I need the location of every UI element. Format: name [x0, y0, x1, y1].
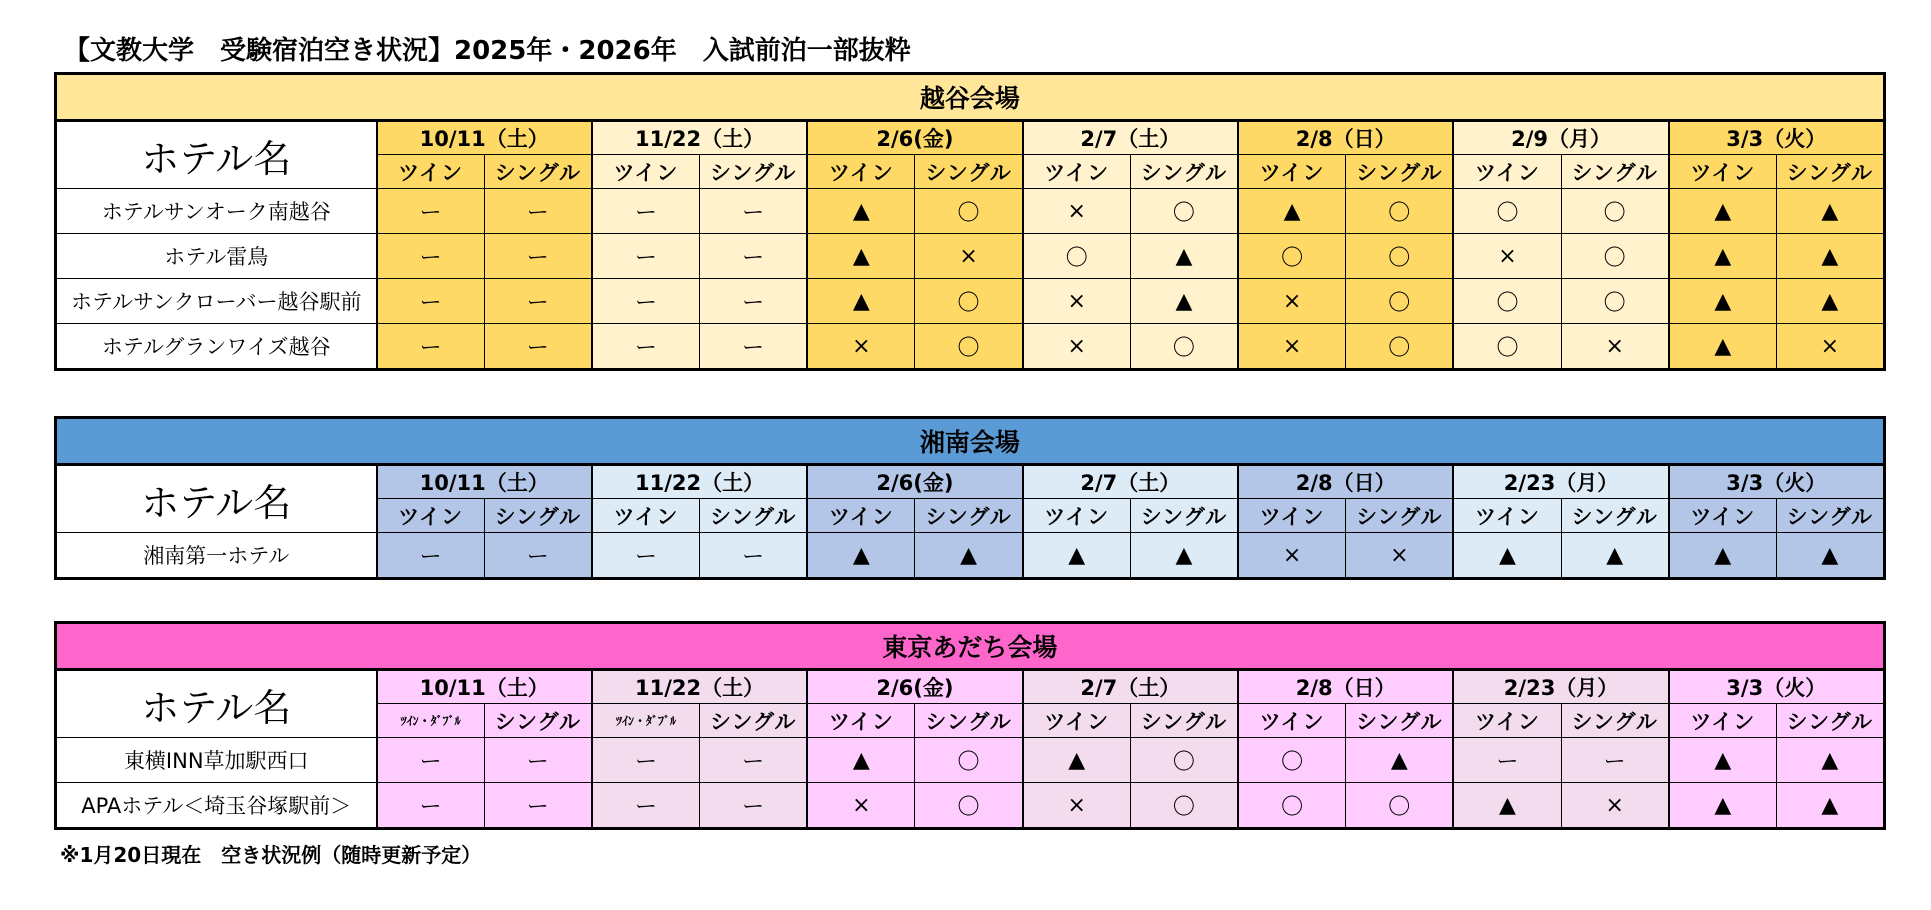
availability-mark: ▲ [1776, 234, 1884, 279]
availability-mark: ▲ [1669, 738, 1777, 783]
availability-mark: 〇 [1561, 279, 1669, 324]
venue-title: 東京あだち会場 [56, 623, 1885, 670]
availability-mark: ー [592, 189, 700, 234]
availability-mark: ▲ [807, 279, 915, 324]
room-type-header: シングル [1130, 155, 1238, 189]
availability-mark: 〇 [1346, 234, 1454, 279]
availability-mark: × [1238, 279, 1346, 324]
room-type-header: シングル [484, 499, 592, 533]
availability-mark: ー [484, 783, 592, 829]
availability-mark: 〇 [1346, 783, 1454, 829]
room-type-header: シングル [1776, 499, 1884, 533]
hotel-name: ホテル雷鳥 [56, 234, 377, 279]
availability-mark: ー [377, 533, 485, 579]
availability-mark: ー [700, 189, 808, 234]
date-header: 2/9（月） [1453, 121, 1668, 155]
date-header: 2/6(金) [807, 121, 1022, 155]
availability-mark: ▲ [1346, 738, 1454, 783]
availability-mark: 〇 [1346, 279, 1454, 324]
koshigaya-table [54, 72, 1886, 371]
availability-mark: ー [377, 279, 485, 324]
room-type-header: シングル [1776, 155, 1884, 189]
availability-mark: 〇 [1238, 234, 1346, 279]
hotel-row [56, 324, 1885, 370]
availability-mark: ▲ [1130, 234, 1238, 279]
availability-mark: ー [377, 324, 485, 370]
availability-mark: 〇 [915, 324, 1023, 370]
availability-mark: × [915, 234, 1023, 279]
hotel-name-header: ホテル名 [56, 465, 377, 533]
availability-mark: ▲ [1561, 533, 1669, 579]
availability-mark: ▲ [915, 533, 1023, 579]
room-type-header: ツイン [1669, 499, 1777, 533]
date-header: 2/8（日） [1238, 121, 1453, 155]
room-type-header: シングル [1346, 155, 1454, 189]
availability-mark: ▲ [1669, 324, 1777, 370]
date-header: 3/3（火） [1669, 670, 1885, 704]
availability-mark: ー [700, 279, 808, 324]
room-type-header: ツイン [807, 155, 915, 189]
room-type-header: シングル [1130, 704, 1238, 738]
room-type-header: シングル [1561, 704, 1669, 738]
room-type-header: シングル [915, 704, 1023, 738]
hotel-name: 湘南第一ホテル [56, 533, 377, 579]
hotel-name: 東横INN草加駅西口 [56, 738, 377, 783]
availability-mark: ー [700, 738, 808, 783]
availability-mark: ▲ [1023, 738, 1131, 783]
availability-mark: ▲ [807, 533, 915, 579]
availability-mark: × [1561, 783, 1669, 829]
date-header: 2/23（月） [1453, 670, 1668, 704]
availability-mark: ▲ [1776, 783, 1884, 829]
date-header: 2/6(金) [807, 670, 1022, 704]
room-type-header: ツイン [377, 499, 485, 533]
availability-mark: × [1023, 324, 1131, 370]
room-type-header: シングル [1561, 155, 1669, 189]
availability-mark: ▲ [1453, 533, 1561, 579]
availability-mark: ▲ [807, 234, 915, 279]
availability-mark: 〇 [1130, 738, 1238, 783]
availability-mark: ー [1561, 738, 1669, 783]
availability-mark: 〇 [1238, 738, 1346, 783]
availability-mark: × [1453, 234, 1561, 279]
availability-mark: ー [1453, 738, 1561, 783]
date-header: 11/22（土） [592, 121, 807, 155]
availability-mark: ー [484, 533, 592, 579]
availability-mark: ▲ [1130, 279, 1238, 324]
hotel-name: ホテルサンオーク南越谷 [56, 189, 377, 234]
availability-mark: 〇 [915, 738, 1023, 783]
date-header: 3/3（火） [1669, 465, 1885, 499]
room-type-header: ツイン [807, 499, 915, 533]
availability-mark: ー [377, 234, 485, 279]
room-type-header: ツイン [592, 155, 700, 189]
availability-mark: × [807, 324, 915, 370]
date-header: 2/7（土） [1023, 465, 1238, 499]
availability-mark: ▲ [1453, 783, 1561, 829]
availability-mark: × [1346, 533, 1454, 579]
availability-mark: ー [592, 783, 700, 829]
availability-mark: 〇 [1023, 234, 1131, 279]
availability-mark: ー [592, 324, 700, 370]
hotel-name-header: ホテル名 [56, 670, 377, 738]
venue-title: 湘南会場 [56, 418, 1885, 465]
room-type-header: ツイン [807, 704, 915, 738]
availability-mark: ー [700, 324, 808, 370]
date-header: 10/11（土） [377, 465, 592, 499]
availability-mark: ー [484, 189, 592, 234]
availability-mark: ー [700, 234, 808, 279]
room-type-header: ツイン [1023, 499, 1131, 533]
availability-mark: ▲ [1669, 783, 1777, 829]
availability-mark: ▲ [807, 738, 915, 783]
availability-mark: × [1561, 324, 1669, 370]
room-type-header: シングル [700, 704, 808, 738]
date-header: 2/6(金) [807, 465, 1022, 499]
date-header: 2/7（土） [1023, 670, 1238, 704]
availability-mark: 〇 [1130, 324, 1238, 370]
availability-mark: ▲ [1776, 189, 1884, 234]
availability-mark: ー [700, 783, 808, 829]
room-type-header: シングル [1346, 499, 1454, 533]
room-type-header: ツイン [1023, 704, 1131, 738]
room-type-header: シングル [1561, 499, 1669, 533]
availability-mark: ▲ [1776, 738, 1884, 783]
availability-mark: ー [592, 533, 700, 579]
room-type-header: ツイン [1023, 155, 1131, 189]
room-type-header: ツイン [1238, 155, 1346, 189]
page-title: 【文教大学 受験宿泊空き状況】2025年・2026年 入試前泊一部抜粋 [64, 36, 911, 66]
availability-mark: 〇 [1346, 324, 1454, 370]
availability-mark: ▲ [1669, 234, 1777, 279]
hotel-name: ホテルサンクローバー越谷駅前 [56, 279, 377, 324]
availability-mark: × [1023, 189, 1131, 234]
availability-mark: ▲ [1669, 279, 1777, 324]
footnote: ※1月20日現在 空き状況例（随時更新予定） [60, 843, 482, 867]
availability-mark: ー [377, 783, 485, 829]
date-header: 3/3（火） [1669, 121, 1885, 155]
hotel-row [56, 189, 1885, 234]
availability-mark: ▲ [1238, 189, 1346, 234]
availability-mark: ー [484, 279, 592, 324]
availability-mark: 〇 [1453, 324, 1561, 370]
availability-mark: × [1238, 533, 1346, 579]
room-type-header: シングル [915, 155, 1023, 189]
availability-mark: ▲ [1023, 533, 1131, 579]
availability-mark: × [1023, 279, 1131, 324]
date-header: 10/11（土） [377, 121, 592, 155]
room-type-header: ツイン [1453, 704, 1561, 738]
availability-mark: ▲ [1776, 533, 1884, 579]
availability-mark: ー [700, 533, 808, 579]
availability-mark: 〇 [1453, 279, 1561, 324]
room-type-header: ツイン [1238, 499, 1346, 533]
date-header: 2/23（月） [1453, 465, 1668, 499]
hotel-row [56, 234, 1885, 279]
availability-mark: × [1776, 324, 1884, 370]
room-type-header: ツイン [1238, 704, 1346, 738]
availability-mark: ▲ [1669, 189, 1777, 234]
shonan-table [54, 416, 1886, 580]
availability-mark: ▲ [1669, 533, 1777, 579]
room-type-header: シングル [1346, 704, 1454, 738]
tokyo-adachi-table [54, 621, 1886, 830]
availability-mark: ー [377, 189, 485, 234]
date-header: 10/11（土） [377, 670, 592, 704]
availability-mark: 〇 [915, 783, 1023, 829]
room-type-header: ツイン [1453, 499, 1561, 533]
availability-mark: × [1238, 324, 1346, 370]
hotel-row [56, 783, 1885, 829]
room-type-header: ツイン [377, 155, 485, 189]
availability-mark: ▲ [1130, 533, 1238, 579]
availability-mark: ー [484, 738, 592, 783]
hotel-row [56, 738, 1885, 783]
room-type-header: シングル [484, 704, 592, 738]
room-type-header: ツイン [592, 499, 700, 533]
date-header: 2/8（日） [1238, 670, 1453, 704]
availability-mark: 〇 [1561, 189, 1669, 234]
availability-mark: ー [592, 234, 700, 279]
availability-mark: 〇 [1238, 783, 1346, 829]
availability-mark: 〇 [1130, 783, 1238, 829]
room-type-header: シングル [700, 155, 808, 189]
date-header: 11/22（土） [592, 465, 807, 499]
hotel-row [56, 533, 1885, 579]
availability-mark: 〇 [1130, 189, 1238, 234]
room-type-header: ﾂｲﾝ・ﾀﾞﾌﾞﾙ [377, 704, 485, 738]
hotel-row [56, 279, 1885, 324]
availability-mark: ー [377, 738, 485, 783]
hotel-name: APAホテル＜埼玉谷塚駅前＞ [56, 783, 377, 829]
availability-mark: ー [484, 324, 592, 370]
availability-mark: ー [592, 738, 700, 783]
availability-mark: ー [484, 234, 592, 279]
room-type-header: ツイン [1453, 155, 1561, 189]
availability-mark: ー [592, 279, 700, 324]
availability-mark: 〇 [1346, 189, 1454, 234]
room-type-header: ﾂｲﾝ・ﾀﾞﾌﾞﾙ [592, 704, 700, 738]
room-type-header: シングル [1776, 704, 1884, 738]
availability-mark: 〇 [915, 279, 1023, 324]
room-type-header: シングル [484, 155, 592, 189]
availability-mark: 〇 [1453, 189, 1561, 234]
availability-mark: ▲ [807, 189, 915, 234]
room-type-header: シングル [1130, 499, 1238, 533]
availability-mark: ▲ [1776, 279, 1884, 324]
hotel-name-header: ホテル名 [56, 121, 377, 189]
availability-mark: 〇 [1561, 234, 1669, 279]
room-type-header: ツイン [1669, 704, 1777, 738]
date-header: 2/8（日） [1238, 465, 1453, 499]
room-type-header: ツイン [1669, 155, 1777, 189]
availability-mark: × [1023, 783, 1131, 829]
date-header: 11/22（土） [592, 670, 807, 704]
date-header: 2/7（土） [1023, 121, 1238, 155]
room-type-header: シングル [915, 499, 1023, 533]
availability-mark: 〇 [915, 189, 1023, 234]
hotel-name: ホテルグランワイズ越谷 [56, 324, 377, 370]
availability-mark: × [807, 783, 915, 829]
venue-title: 越谷会場 [56, 74, 1885, 121]
room-type-header: シングル [700, 499, 808, 533]
